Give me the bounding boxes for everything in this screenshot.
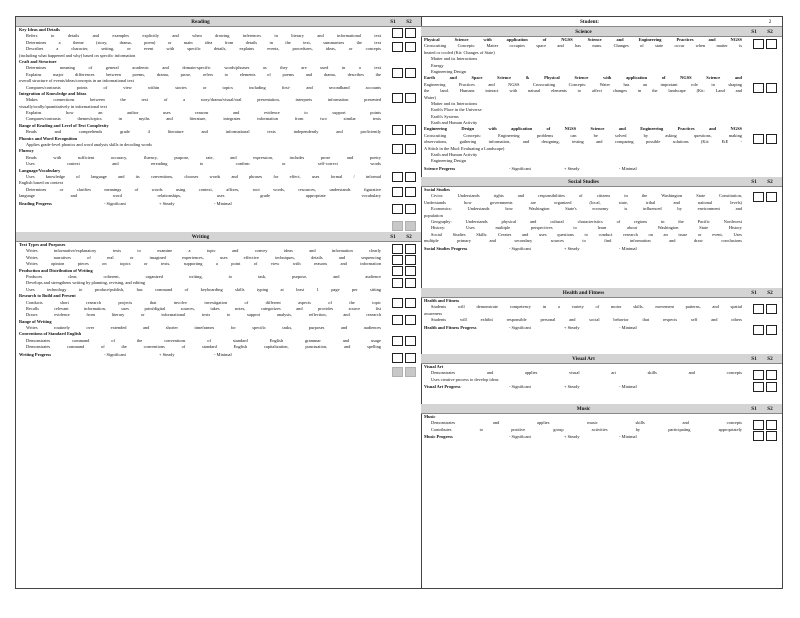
s1-grade-box[interactable] (392, 68, 403, 78)
music-section (421, 414, 782, 474)
standard-line: Writes opinion pieces on topics or texts, supporting a point of view with reasons and information (26, 261, 381, 267)
health-fitness-header-bar (421, 288, 782, 298)
standard-line: Engineering Design with application of NGSS Science and Engineering Practices and NGSS (424, 126, 742, 132)
standard-line: Crosscutting Concepts: Matter occupies space and has mass. Changes of state occur when matter is (424, 43, 742, 49)
s2-progress-box[interactable] (405, 221, 416, 231)
standard-line: A Stitch in the Mud: Evaluating a Landscape) (424, 145, 505, 151)
progress-label: Music Progress (424, 434, 453, 440)
s2-grade-box[interactable] (405, 93, 416, 103)
s2-grade-box[interactable] (405, 172, 416, 182)
key-significant: - Significant (509, 434, 531, 440)
progress-label: Reading Progress (19, 200, 52, 206)
s2-grade-box[interactable] (766, 134, 777, 144)
key-significant: - Significant (509, 324, 531, 330)
s2-label: S2 (767, 178, 773, 185)
progress-label: Science Progress (424, 165, 456, 171)
standard-line: Water) (424, 94, 436, 100)
standard-line: Describes a character, setting, or event with specific details, explains events, procedures, ideas, or concepts (26, 46, 381, 52)
music-title: Music (576, 405, 591, 412)
s1-label: S1 (390, 233, 396, 240)
heading: Fluency (19, 148, 34, 154)
s1-grade-box[interactable] (392, 28, 403, 38)
key-steady: + Steady (159, 351, 175, 357)
s2-grade-box[interactable] (405, 42, 416, 52)
science-header-bar (421, 27, 782, 37)
standard-line: Earth and Human Activity (431, 152, 478, 158)
heading: Music (424, 414, 436, 419)
grade-boxes (392, 68, 416, 78)
s1-grade-box[interactable] (392, 353, 403, 363)
standard-line: Writes narratives of real or imagined experiences, uses effective techniques, details and sequencing (26, 254, 381, 260)
key-minimal: - Minimal (619, 434, 637, 440)
standard-line: Social Studies Skills: Creates and uses questions to conduct research on an issue or event, Uses (431, 231, 742, 237)
standard-line: Energy (431, 62, 444, 68)
s2-grade-box[interactable] (405, 266, 416, 276)
grade-boxes (392, 244, 416, 254)
heading: Phonics and Word Recognition (19, 135, 78, 141)
reading-progress-row (16, 200, 421, 207)
s2-grade-box[interactable] (766, 382, 777, 392)
s1-grade-box[interactable] (753, 431, 764, 441)
key-steady: + Steady (564, 165, 580, 171)
key-minimal: - Minimal (214, 200, 232, 206)
grade-boxes (392, 353, 416, 363)
s2-grade-box[interactable] (405, 125, 416, 135)
writing-header-bar (16, 232, 421, 242)
s2-grade-box[interactable] (405, 336, 416, 346)
standard-line: Produces clear, coherent, organized writing, to task, purpose, and audience (26, 273, 381, 279)
s1-grade-box[interactable] (392, 187, 403, 197)
health-fitness-section (421, 298, 782, 354)
standard-line: heated or cooled (Kit: Changes of State) (424, 49, 495, 55)
standard-line: Demonstrates command of the conventions of standard English capitalization, punctuation, and spelling (26, 344, 381, 350)
standard-line: Students will exhibit responsible personal and social behavior that respects self and others (431, 317, 742, 323)
grade-boxes (392, 28, 416, 38)
progress-label: Social Studies Progress (424, 245, 468, 251)
s2-grade-box[interactable] (766, 370, 777, 380)
s1-grade-box[interactable] (753, 304, 764, 314)
science-title: Science (575, 28, 592, 35)
standard-line: Engineering Practices and NGSS Crosscutting Concepts: Water has an important role in shaping (424, 81, 742, 87)
grade-boxes (753, 325, 777, 335)
standard-line: History: Uses multiple perspectives to learn about Washington State History (431, 225, 742, 231)
student-label: Student: (579, 18, 600, 25)
grade-boxes (392, 42, 416, 52)
standard-line: Engineering Design (431, 68, 466, 74)
s1-grade-box[interactable] (392, 298, 403, 308)
key-significant: - Significant (104, 351, 126, 357)
standard-line: Refers to details and examples explicitly and when drawing inferences in literary and informational text (26, 33, 381, 39)
social-studies-section (421, 187, 782, 288)
standard-line: Explains how an author uses reasons and evidence to support points (26, 110, 381, 116)
progress-label: Visual Art Progress (424, 384, 461, 390)
standard-line: Compares/contrasts points of view within stories or topics including first- and secondhand accounts (26, 84, 381, 90)
s1-grade-box[interactable] (392, 172, 403, 182)
s1-grade-box[interactable] (392, 144, 403, 154)
grade-boxes (392, 204, 416, 214)
standard-line: Determines meaning of general academic and domain-specific words/phrases as they are used in a text (26, 65, 381, 71)
standard-line: Demonstrates command of the conventions of standard English grammar and usage (26, 337, 381, 343)
key-significant: - Significant (509, 165, 531, 171)
s1-grade-box[interactable] (392, 204, 403, 214)
standard-line: population (424, 212, 443, 218)
s2-label: S2 (767, 405, 773, 412)
s2-grade-box[interactable] (405, 298, 416, 308)
standard-line: Reads and comprehends grade 4 literature and informational texts independently and proficiently (26, 129, 381, 135)
s1-grade-box[interactable] (753, 382, 764, 392)
grade-boxes (753, 83, 777, 93)
s1-grade-box[interactable] (753, 420, 764, 430)
heading: Research to Build and Present (19, 293, 76, 299)
s1-grade-box[interactable] (392, 278, 403, 288)
s1-grade-box[interactable] (753, 134, 764, 144)
reading-header-bar (16, 17, 421, 27)
key-significant: - Significant (509, 384, 531, 390)
grade-boxes (392, 315, 416, 325)
standard-line: Earth and Human Activity (431, 120, 478, 126)
science-progress-row (421, 165, 782, 172)
standard-line: Recalls relevant information, uses print/digital sources, takes notes, categorizes and provides source list (26, 305, 381, 311)
music-header-bar (421, 404, 782, 414)
s2-grade-box[interactable] (766, 325, 777, 335)
reading-title: Reading (191, 18, 210, 25)
standard-line: Reads with sufficient accuracy, fluency, purpose, rate, and expression, includes prose and poetry (26, 154, 381, 160)
report-card-page (15, 16, 783, 589)
grade-boxes (753, 304, 777, 314)
health-fitness-progress-row (421, 324, 782, 331)
standard-line: Demonstrates and applies visual art skills and concepts (431, 370, 742, 376)
grade-boxes (392, 93, 416, 103)
s1-grade-box[interactable] (392, 244, 403, 254)
visual-art-header-bar (421, 354, 782, 364)
grade-boxes (392, 336, 416, 346)
s1-label: S1 (751, 178, 757, 185)
progress-label: Health and Fitness Progress (424, 324, 477, 330)
s1-grade-box[interactable] (392, 315, 403, 325)
grade-boxes (392, 144, 416, 154)
student-strip (421, 17, 782, 27)
standard-line: Earth's Systems (431, 113, 459, 119)
standard-line: Compares/contrasts themes/topics in myths and literature, integrates information from two similar texts (26, 116, 381, 122)
s1-grade-box[interactable] (753, 325, 764, 335)
key-significant: - Significant (104, 200, 126, 206)
standard-line: Uses creative process to develop ideas (431, 376, 499, 382)
standard-line: Engineering Design (431, 158, 466, 164)
s1-grade-box[interactable] (392, 125, 403, 135)
s1-label: S1 (751, 355, 757, 362)
s2-label: S2 (406, 233, 412, 240)
standard-line: Matter and its Interactions (431, 100, 478, 106)
heading: Key Ideas and Details (19, 27, 60, 32)
progress-boxes (392, 221, 416, 231)
progress-label: Writing Progress (19, 351, 52, 357)
heading: Visual Art (424, 364, 444, 369)
grade-boxes (753, 420, 777, 430)
s2-grade-box[interactable] (766, 39, 777, 49)
heading: Conventions of Standard English (19, 331, 82, 337)
writing-section (16, 242, 421, 382)
s2-grade-box[interactable] (766, 192, 777, 202)
writing-title: Writing (191, 233, 210, 240)
standard-line: Writes informative/explanatory texts to examine a topic and convey ideas and information clearly (26, 248, 381, 254)
heading: Range of Writing (19, 318, 52, 324)
standard-line: overall structure of events/ideas/concepts in an informational text (19, 78, 134, 84)
heading: Production and Distribution of Writing (19, 267, 93, 273)
standard-line: observations, gathering information, and designing, testing and comparing possible solutions (Kit: EiE - (424, 139, 742, 145)
standard-line: Uses context and rereading to confirm or self-correct words (26, 161, 381, 167)
s1-grade-box[interactable] (392, 266, 403, 276)
standard-line: Earth and Space Science & Physical Science with application of NGSS Science and (424, 75, 742, 81)
standard-line: awareness (424, 310, 443, 316)
s1-grade-box[interactable] (753, 192, 764, 202)
grade-boxes (753, 431, 777, 441)
grade-boxes (753, 370, 777, 380)
s2-label: S2 (767, 28, 773, 35)
s1-grade-box[interactable] (392, 255, 403, 265)
key-minimal: - Minimal (619, 324, 637, 330)
page-number: 2 (768, 18, 772, 25)
standard-line: Crosscutting Concepts: Engineering problems can be solved by asking questions, making (424, 132, 742, 138)
key-significant: - Significant (509, 245, 531, 251)
s1-grade-box[interactable] (392, 42, 403, 52)
standard-line: English based on context (19, 180, 64, 186)
standard-line: visually/orally/quantitatively in informational text (19, 103, 107, 109)
s2-grade-box[interactable] (405, 315, 416, 325)
standard-line: Draws evidence from literary or informational texts to support analysis, reflection, and research (26, 312, 381, 318)
reading-section (16, 27, 421, 232)
heading: Integration of Knowledge and Ideas (19, 90, 87, 96)
heading: Craft and Structure (19, 58, 57, 64)
key-steady: + Steady (564, 245, 580, 251)
science-section (421, 37, 782, 177)
s2-grade-box[interactable] (766, 304, 777, 314)
standard-line: Determines a theme (story, drama, poem) or main idea from details in the text, summarizes the text (26, 39, 381, 45)
key-steady: + Steady (564, 324, 580, 330)
key-minimal: - Minimal (619, 384, 637, 390)
grade-boxes (392, 278, 416, 288)
key-minimal: - Minimal (619, 165, 637, 171)
s2-grade-box[interactable] (405, 204, 416, 214)
right-column (421, 17, 782, 588)
heading: Health and Fitness (424, 298, 460, 303)
key-steady: + Steady (564, 434, 580, 440)
s2-grade-box[interactable] (405, 144, 416, 154)
visual-art-title: Visual Art (572, 355, 595, 362)
s2-grade-box[interactable] (405, 244, 416, 254)
writing-progress-row (16, 351, 421, 358)
grade-boxes (392, 172, 416, 182)
grade-boxes (753, 134, 777, 144)
s1-label: S1 (751, 405, 757, 412)
standard-line: Uses knowledge of language and its conventions, chooses words and phrases for effect, uses formal / informal (26, 173, 381, 179)
s2-grade-box[interactable] (766, 83, 777, 93)
standard-line: Writes routinely over extended and shorter timeframes for specific tasks, purposes and audiences (26, 325, 381, 331)
standard-line: Applies grade-level phonics and word analysis skills in decoding words (26, 142, 152, 148)
left-column (16, 17, 422, 588)
standard-line: Uses technology to produce/publish, has command of keyboarding skills typing at least 1 page per sitting (26, 286, 381, 292)
key-minimal: - Minimal (214, 351, 232, 357)
heading: Social Studies (424, 187, 450, 192)
standard-line: Civics: Understands rights and responsibilities of citizens in the Washington State Constitution, (431, 193, 742, 199)
grade-boxes (392, 266, 416, 276)
standard-line: Determines or clarifies meanings of words using context, affixes, root words, resources, understands figurative (26, 186, 381, 192)
standard-line: the land. Humans interact with natural elements to affect changes in the landscape (Kit: Land and (424, 88, 742, 94)
grade-boxes (392, 125, 416, 135)
s1-grade-box[interactable] (753, 39, 764, 49)
s2-grade-box[interactable] (405, 278, 416, 288)
s1-label: S1 (751, 289, 757, 296)
s1-progress-box[interactable] (392, 221, 403, 231)
s2-label: S2 (767, 355, 773, 362)
standard-line: Economics: Understands how Washington State's economy is influenced by environment and (431, 206, 742, 212)
standard-line: Matter and its Interactions (431, 56, 478, 62)
standard-line: Demonstrates and applies music skills and concepts (431, 420, 742, 426)
standard-line: Understands how governments are organized (local, state, tribal and national levels) (424, 199, 742, 205)
standard-line: Students will demonstrate competency in a variety of motor skills, movement patterns, and spatial (431, 304, 742, 310)
grade-boxes (753, 39, 777, 49)
standard-line: Earth's Place in the Universe (431, 107, 482, 113)
s2-grade-box[interactable] (405, 187, 416, 197)
s2-grade-box[interactable] (405, 255, 416, 265)
heading: Language/Vocabulary (19, 167, 61, 173)
standard-line: Contributes to positive group activities by participating appropriately (431, 426, 742, 432)
standard-line: Develops and strengthens writing by planning, revising, and editing (26, 280, 146, 286)
heading: Range of Reading and Level of Text Complexity (19, 122, 109, 128)
s2-grade-box[interactable] (766, 420, 777, 430)
standard-line: multiple primary and secondary sources to find information and draw conclusions (424, 238, 742, 244)
visual-art-section (421, 364, 782, 404)
s2-grade-box[interactable] (405, 28, 416, 38)
music-progress-row (421, 433, 782, 440)
social-studies-header-bar (421, 177, 782, 187)
standard-line: language and word relationships, uses grade appropriate vocabulary (19, 193, 381, 199)
key-steady: + Steady (564, 384, 580, 390)
s2-grade-box[interactable] (405, 353, 416, 363)
s2-label: S2 (406, 18, 412, 25)
standard-line: Geography: Understands physical and cultural characteristics of regions in the Pacific Northwest (431, 218, 742, 224)
standard-line: Explains major differences between poems, drama, prose, refers to elements of poems and drama, describes the (26, 71, 381, 77)
grade-boxes (392, 255, 416, 265)
s1-grade-box[interactable] (753, 83, 764, 93)
s2-label: S2 (767, 289, 773, 296)
key-minimal: - Minimal (619, 245, 637, 251)
s1-grade-box[interactable] (392, 336, 403, 346)
standard-line: Makes connections between the text of a story/drama/visual/oral presentation, interprets information presented (26, 97, 381, 103)
s1-progress-box[interactable] (392, 367, 403, 377)
standard-line: Physical Science with application of NGSS Science and Engineering Practices and NGSS (424, 37, 742, 42)
progress-boxes (392, 367, 416, 377)
s2-grade-box[interactable] (405, 68, 416, 78)
standard-line: Conducts short research projects that involve investigation of different aspects of the topic (26, 299, 381, 305)
grade-boxes (392, 187, 416, 197)
standard-line: (including what happened and why) based on specific information (19, 52, 136, 58)
s1-grade-box[interactable] (753, 370, 764, 380)
key-steady: + Steady (159, 200, 175, 206)
heading: Text Types and Purposes (19, 242, 66, 247)
social-studies-title: Social Studies (568, 178, 599, 185)
s2-progress-box[interactable] (405, 367, 416, 377)
grade-boxes (392, 298, 416, 308)
s2-grade-box[interactable] (766, 431, 777, 441)
s1-label: S1 (390, 18, 396, 25)
grade-boxes (753, 192, 777, 202)
health-fitness-title: Health and Fitness (562, 289, 605, 296)
s1-label: S1 (751, 28, 757, 35)
visual-art-progress-row (421, 383, 782, 390)
s1-grade-box[interactable] (392, 93, 403, 103)
grade-boxes (753, 382, 777, 392)
social-studies-progress-row (421, 245, 782, 252)
